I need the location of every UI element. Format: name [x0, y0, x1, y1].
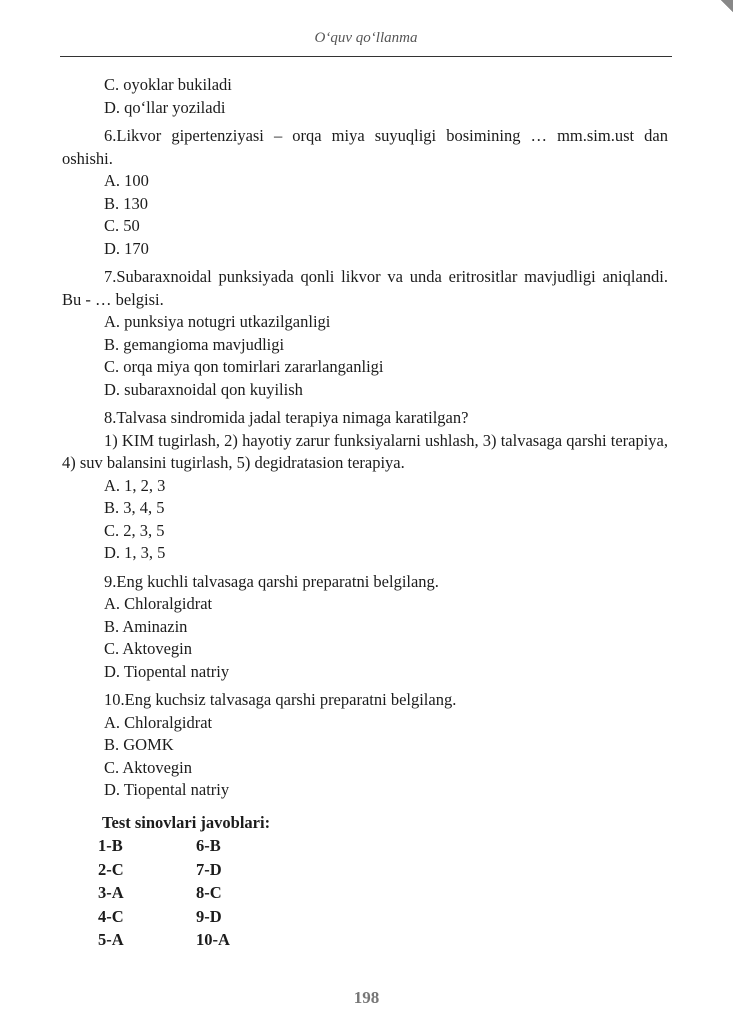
answer-item: 8-C — [196, 883, 222, 902]
question-7: 7.Subaraxnoidal punksiyada qonli likvor va unda eritrositlar mavjudligi aniqlandi. Bu - … belgisi. — [62, 267, 668, 309]
option: D. Tiopental natriy — [104, 661, 230, 681]
answer-item: 9-D — [196, 906, 222, 926]
option: C. Aktovegin — [104, 639, 193, 658]
answer-item: 3-A — [98, 883, 124, 902]
option: A. Chloralgidrat — [104, 712, 213, 732]
option: B. gemangioma mavjudligi — [104, 334, 285, 354]
running-header: O‘quv qo‘llanma — [314, 30, 418, 46]
answer-item: 7-D — [196, 859, 222, 879]
page-corner-shadow — [713, 0, 733, 20]
option: C. orqa miya qon tomirlari zararlanganligi — [104, 357, 384, 376]
answers-title: Test sinovlari javoblari: — [102, 812, 271, 832]
question-6: 6.Likvor gipertenziyasi – orqa miya suyuqligi bosimining … mm.sim.ust dan oshishi. — [62, 126, 668, 168]
page-number: 198 — [353, 988, 380, 1007]
option: A. punksiya notugri utkazilganligi — [104, 312, 331, 331]
question-8-subtext: 1) KIM tugirlash, 2) hayotiy zarur funksiyalarni ushlash, 3) talvasaga qarshi terapiya, 4) suv balansini tugirlash, 5) degidratasion terapiya. — [62, 430, 668, 472]
answer-item: 6-B — [196, 836, 221, 855]
option: B. 3, 4, 5 — [104, 498, 165, 517]
answer-item: 4-C — [98, 906, 124, 926]
option: A. 100 — [104, 171, 149, 190]
option: C. oyoklar bukiladi — [104, 75, 232, 94]
page-content — [62, 74, 668, 952]
question-10: 10.Eng kuchsiz talvasaga qarshi preparatni belgilang. — [104, 690, 457, 709]
answers-grid — [62, 834, 668, 952]
answer-item: 2-C — [98, 859, 124, 879]
option: D. 1, 3, 5 — [104, 543, 166, 562]
option: A. Chloralgidrat — [104, 594, 213, 613]
option: C. 50 — [104, 216, 140, 235]
option: D. subaraxnoidal qon kuyilish — [104, 379, 303, 399]
option: D. qo‘llar yoziladi — [104, 97, 226, 117]
answer-item: 5-A — [98, 930, 124, 949]
answer-item: 10-A — [196, 930, 230, 949]
option: D. Tiopental natriy — [104, 780, 230, 799]
option: B. GOMK — [104, 735, 174, 754]
option: C. 2, 3, 5 — [104, 520, 165, 540]
option: B. Aminazin — [104, 616, 188, 636]
option: A. 1, 2, 3 — [104, 475, 166, 495]
question-9: 9.Eng kuchli talvasaga qarshi preparatni belgilang. — [104, 571, 439, 591]
question-8: 8.Talvasa sindromida jadal terapiya nimaga karatilgan? — [104, 408, 469, 427]
option: D. 170 — [104, 238, 149, 258]
option: B. 130 — [104, 193, 149, 213]
header-rule — [60, 56, 672, 57]
option: C. Aktovegin — [104, 757, 193, 777]
answer-item: 1-B — [98, 836, 123, 855]
